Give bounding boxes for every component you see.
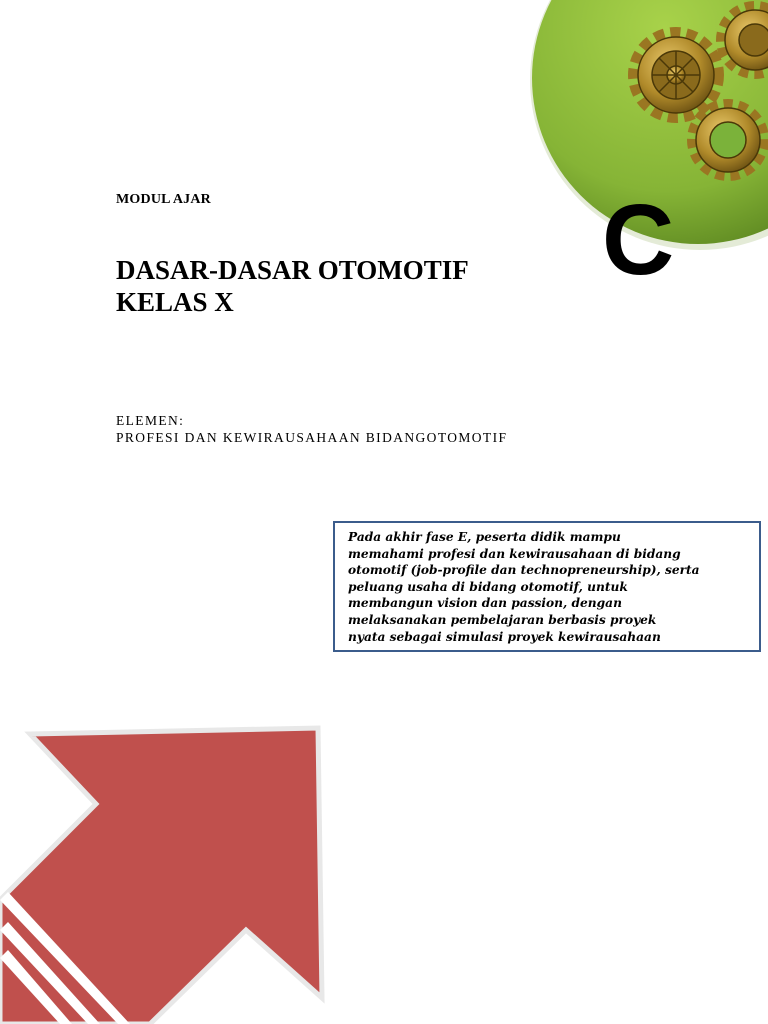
element-label: ELEMEN: [116,413,185,428]
page-title [116,254,469,318]
badge-letter: C [602,184,675,296]
description-line: memahami profesi dan kewirausahaan di bidang [348,546,681,561]
description-line: otomotif (job-profile dan technopreneurship), serta [348,563,700,578]
element-section [116,412,507,446]
description-line: melaksanakan pembelajaran berbasis proyek [348,612,657,627]
title-line-2: KELAS X [116,287,234,317]
description-box [333,521,761,652]
red-arrow-icon [0,724,340,1024]
element-name: PROFESI DAN KEWIRAUSAHAAN BIDANGOTOMOTIF [116,430,508,445]
module-label: MODUL AJAR [116,192,211,207]
description-line: Pada akhir fase E, peserta didik mampu [348,530,621,544]
description-line: nyata sebagai simulasi proyek kewirausahaan [348,629,661,644]
title-line-1: DASAR-DASAR OTOMOTIF [116,255,469,285]
description-line: membangun vision dan passion, dengan [348,596,622,611]
description-line: peluang usaha di bidang otomotif, untuk [348,579,628,594]
